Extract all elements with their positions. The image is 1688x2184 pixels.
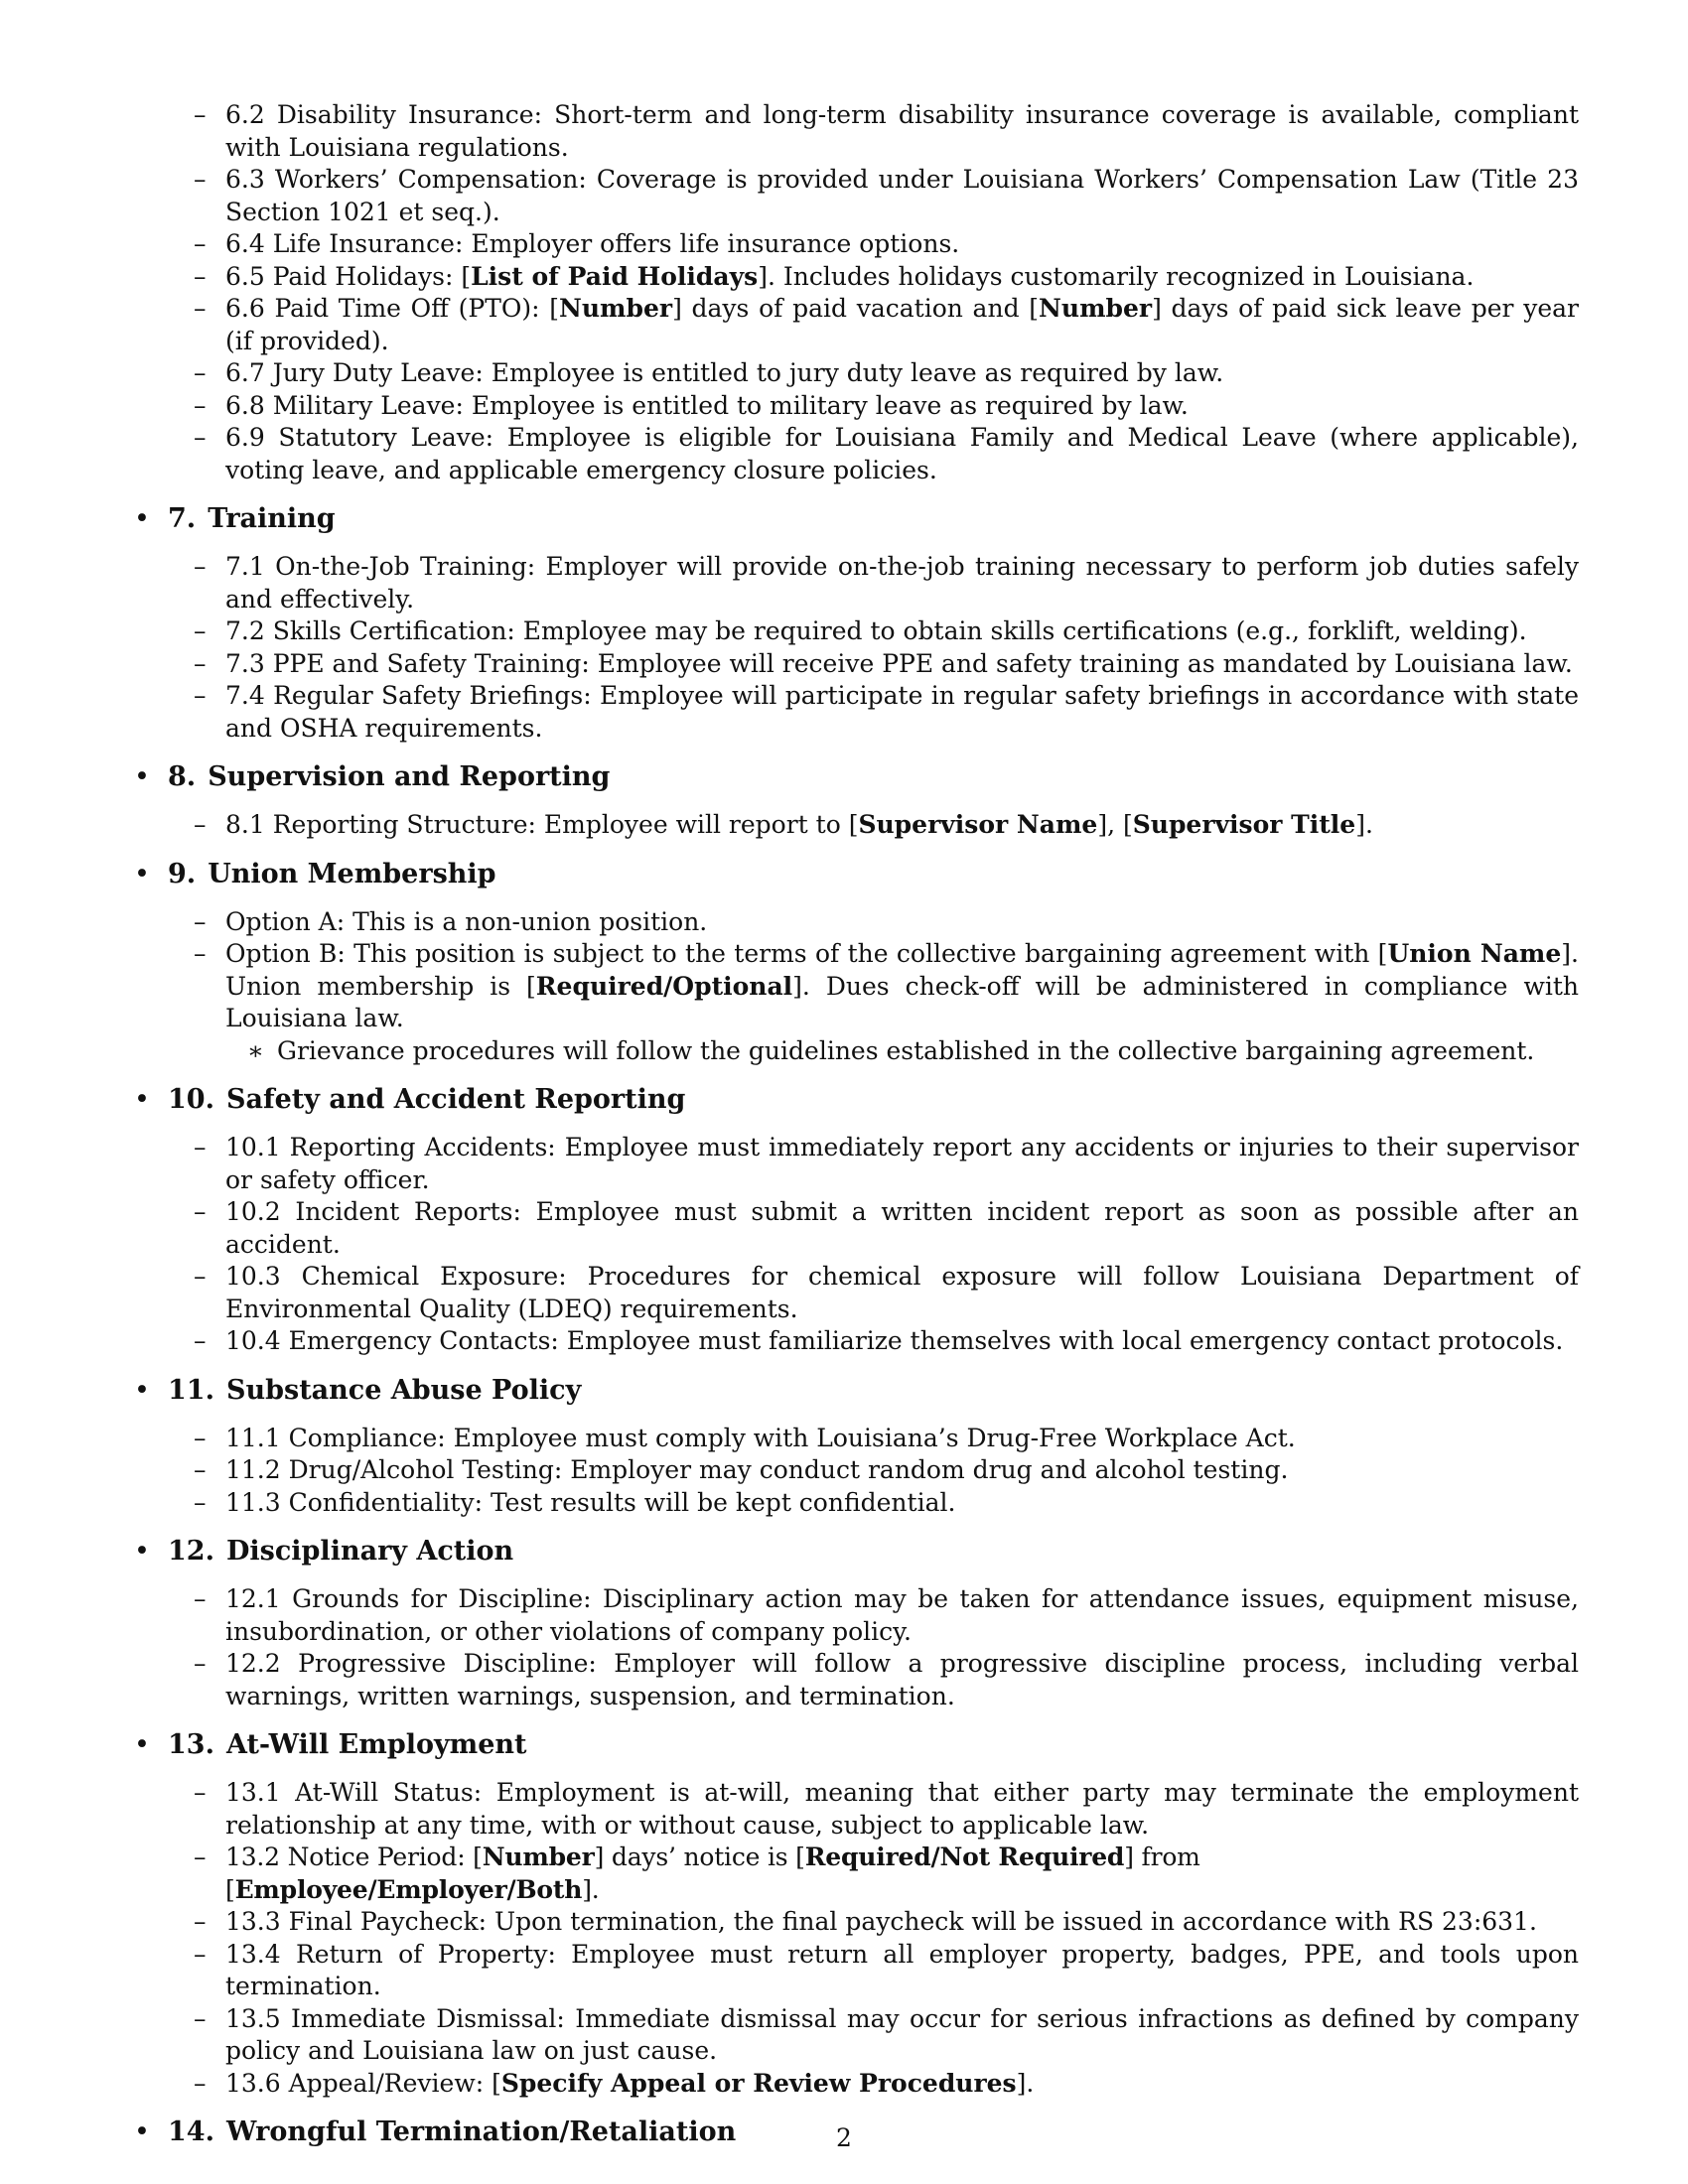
bullet-icon: • [134,858,150,889]
list-item: – 6.3 Workers’ Compensation: Coverage is provided under Louisiana Workers’ Compensation Law (Title 23 Section 1021 et seq.). [194,165,1579,226]
section-supervision [134,760,1579,842]
section-heading: • 14. Wrongful Termination/Retaliation [134,2116,737,2147]
page-number: 2 [836,2123,852,2152]
list-item: – 7.1 On-the-Job Training: Employer will provide on-the-job training necessary to perform job duties safely and effectively. [194,552,1579,614]
list-item: – 6.4 Life Insurance: Employer offers life insurance options. [194,229,960,258]
list-item: ∗ Grievance procedures will follow the guidelines established in the collective bargaining agreement. [247,1035,1535,1065]
list-item: – 10.4 Emergency Contacts: Employee must familiarize themselves with local emergency contact protocols. [194,1326,1564,1355]
section-heading: • 12. Disciplinary Action [134,1536,514,1567]
bullet-icon: • [134,1536,150,1567]
section-9-list [134,906,1579,1068]
section-7-list [134,551,1579,745]
placeholder-field: Required/Optional [535,971,793,1001]
bullet-icon: • [134,1084,150,1115]
list-item: – 13.6 Appeal/Review: [Specify Appeal or Review Procedures]. [194,2068,1035,2098]
list-item: – 11.3 Confidentiality: Test results will be kept confidential. [194,1487,956,1517]
list-item: – 6.5 Paid Holidays: [List of Paid Holidays]. Includes holidays customarily recognized in Louisiana. [194,261,1475,291]
section-heading: • 13. At-Will Employment [134,1729,527,1760]
section-11-list [134,1423,1579,1520]
placeholder-field: List of Paid Holidays [471,261,759,291]
page-content [134,99,1579,2164]
section-heading: • 7. Training [134,503,336,534]
section-heading: • 9. Union Membership [134,858,496,889]
list-item: – Option B: This position is subject to the terms of the collective bargaining agreement with [Union Name]. Union membership is [Required/Optional]. Dues check-off will be administered in compliance with Louisiana law. ∗ Grievance procedures will follow the guidelines established in the collective bargaining agreement. [225,938,1579,1067]
section-13-list [134,1777,1579,2100]
placeholder-field: Number [559,294,673,323]
list-item: – 13.3 Final Paycheck: Upon termination, the final paycheck will be issued in accordance with RS 23:631. [194,1907,1537,1936]
list-item: – 11.2 Drug/Alcohol Testing: Employer may conduct random drug and alcohol testing. [194,1455,1289,1484]
section-training [134,502,1579,745]
list-item: – 6.6 Paid Time Off (PTO): [Number] days of paid vacation and [Number] days of paid sick leave per year (if provided). [194,294,1579,355]
bullet-icon: • [134,503,150,534]
section-substance-abuse [134,1374,1579,1520]
section-union [134,858,1579,1068]
list-item: – 6.9 Statutory Leave: Employee is eligible for Louisiana Family and Medical Leave (where applicable), voting leave, and applicable emergency closure policies. [194,423,1579,484]
list-item: – 7.4 Regular Safety Briefings: Employee will participate in regular safety briefings in accordance with state and OSHA requirements. [194,681,1579,743]
list-item: – 13.1 At-Will Status: Employment is at-will, meaning that either party may terminate the employment relationship at any time, with or without cause, subject to applicable law. [194,1778,1579,1840]
placeholder-field: Number [1039,294,1153,323]
list-item: – 12.1 Grounds for Discipline: Disciplinary action may be taken for attendance issues, equipment misuse, insubordination, or other violations of company policy. [194,1584,1579,1646]
bullet-icon: • [134,761,150,792]
list-item: – 6.8 Military Leave: Employee is entitled to military leave as required by law. [194,390,1189,420]
list-item: – 8.1 Reporting Structure: Employee will report to [Supervisor Name], [Supervisor Title]. [194,810,1373,839]
list-item: – Option A: This is a non-union position. [194,906,708,936]
section-8-list [134,809,1579,842]
placeholder-field: Required/Not Required [804,1843,1125,1871]
section-10-list [134,1132,1579,1358]
list-item: – 13.5 Immediate Dismissal: Immediate dismissal may occur for serious infractions as defined by company policy and Louisiana law on just cause. [194,2003,1579,2065]
list-item: – 6.7 Jury Duty Leave: Employee is entitled to jury duty leave as required by law. [194,358,1224,387]
list-item: – 10.1 Reporting Accidents: Employee must immediately report any accidents or injuries to their supervisor or safety officer. [194,1133,1579,1194]
section-safety [134,1083,1579,1358]
placeholder-field: Specify Appeal or Review Procedures [500,2068,1017,2098]
bullet-icon: • [134,2116,150,2147]
list-item: – 12.2 Progressive Discipline: Employer will follow a progressive discipline process, including verbal warnings, written warnings, suspension, and termination. [194,1649,1579,1710]
list-item: – 13.2 Notice Period: [Number] days’ notice is [Required/Not Required] from [Employee/Employer/Both]. [194,1843,1200,1904]
list-item: – 10.2 Incident Reports: Employee must submit a written incident report as soon as possible after an accident. [194,1197,1579,1259]
section-6-list [134,99,1579,486]
placeholder-field: Supervisor Title [1132,810,1356,839]
placeholder-field: Employee/Employer/Both [234,1874,583,1904]
section-heading: • 8. Supervision and Reporting [134,761,611,792]
section-heading: • 11. Substance Abuse Policy [134,1374,582,1406]
section-disciplinary [134,1535,1579,1712]
placeholder-field: Supervisor Name [858,810,1098,839]
list-item: – 7.2 Skills Certification: Employee may be required to obtain skills certifications (e.g., forklift, welding). [194,616,1527,645]
list-item: – 10.3 Chemical Exposure: Procedures for chemical exposure will follow Louisiana Department of Environmental Quality (LDEQ) requirements. [194,1262,1579,1323]
section-12-list [134,1583,1579,1712]
list-item: – 7.3 PPE and Safety Training: Employee will receive PPE and safety training as mandated by Louisiana law. [194,648,1573,678]
bullet-icon: • [134,1729,150,1760]
list-item: – 13.4 Return of Property: Employee must return all employer property, badges, PPE, and tools upon termination. [194,1939,1579,2000]
section-heading: • 10. Safety and Accident Reporting [134,1084,686,1115]
placeholder-field: Number [482,1843,595,1871]
nested-list [225,1035,1579,1068]
list-item: – 11.1 Compliance: Employee must comply with Louisiana’s Drug-Free Workplace Act. [194,1423,1296,1452]
section-at-will [134,1728,1579,2100]
placeholder-field: Union Name [1387,939,1562,968]
list-item: – 6.2 Disability Insurance: Short-term and long-term disability insurance coverage is available, compliant with Louisiana regulations. [194,100,1579,162]
bullet-icon: • [134,1374,150,1406]
